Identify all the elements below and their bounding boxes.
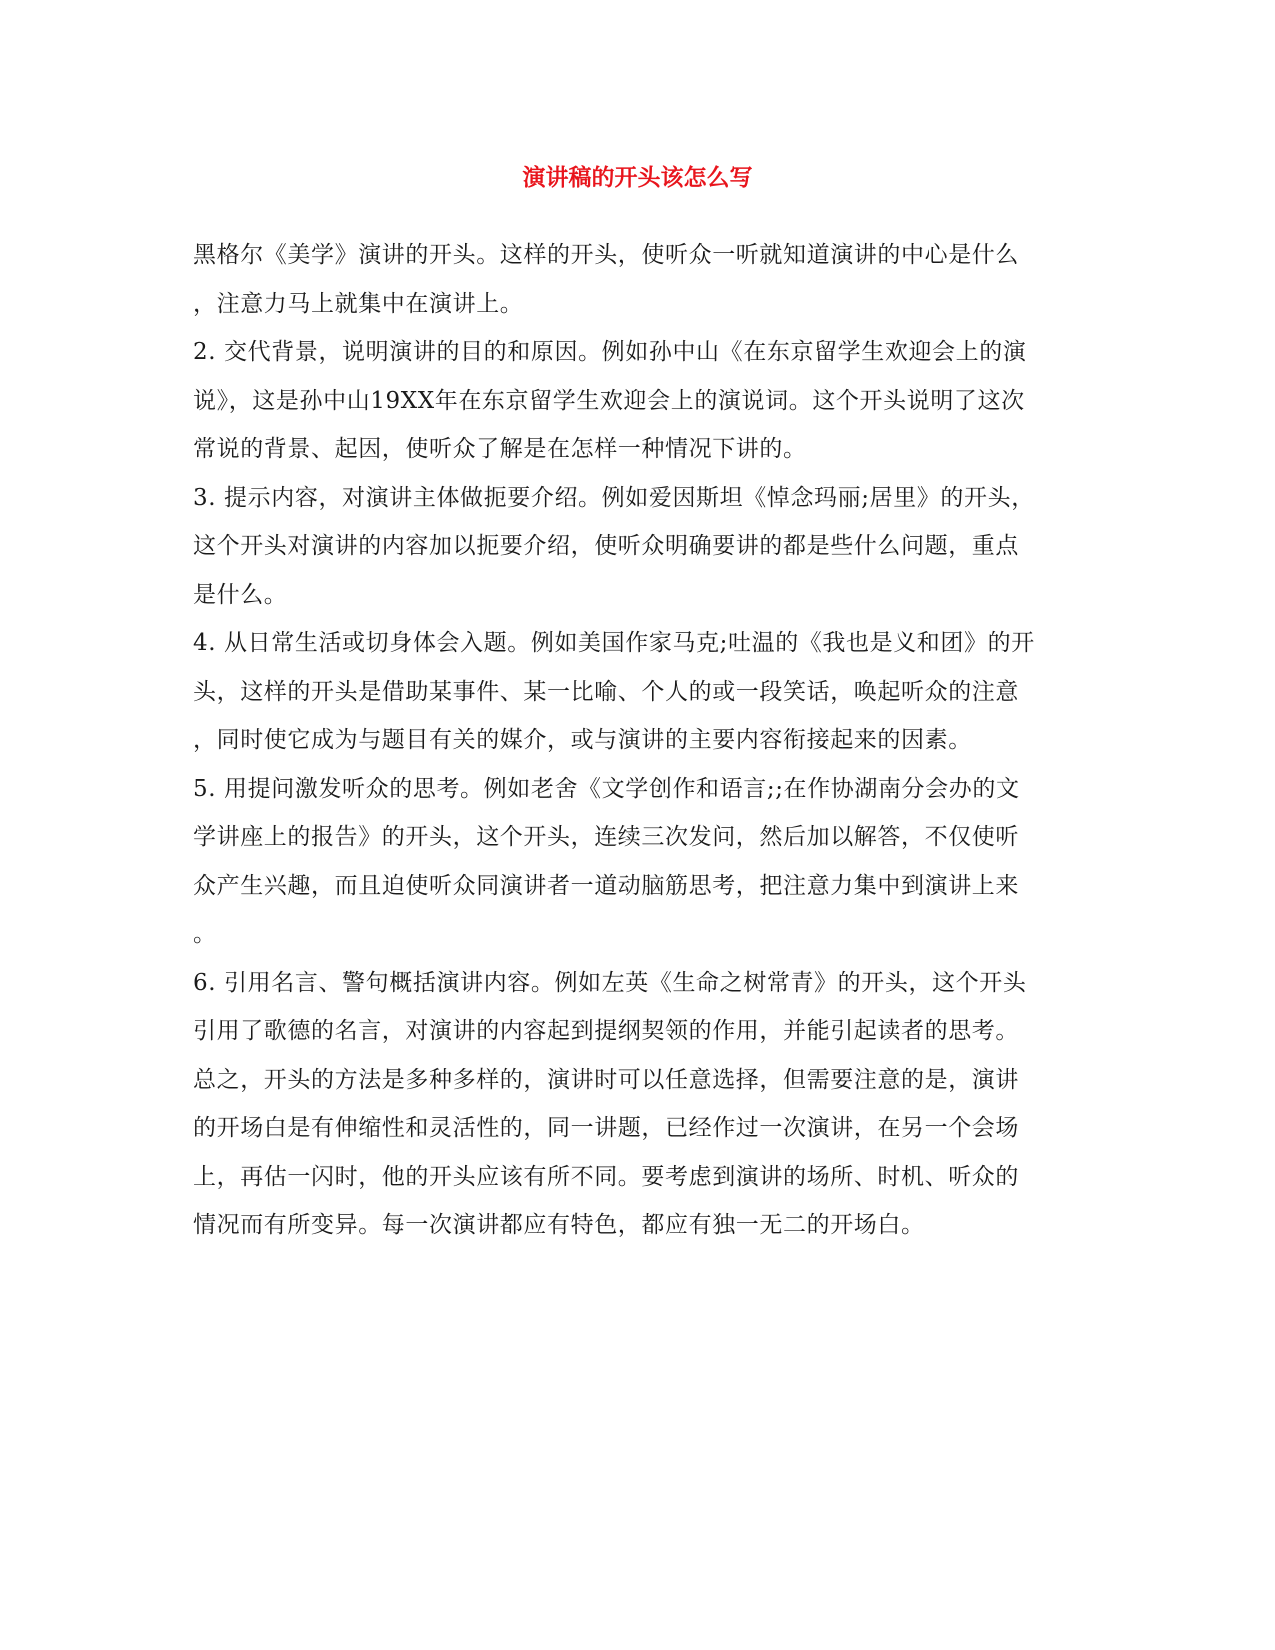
body-line: 头，这样的开头是借助某事件、某一比喻、个人的或一段笑话，唤起听众的注意	[193, 678, 1019, 705]
body-line: 说》，这是孙中山19XX年在东京留学生欢迎会上的演说词。这个开头说明了这次	[193, 387, 1025, 414]
body-line: 黑格尔《美学》演讲的开头。这样的开头，使听众一听就知道演讲的中心是什么	[193, 242, 1019, 268]
body-line: 上，再估一闪时，他的开头应该有所不同。要考虑到演讲的场所、时机、听众的	[193, 1163, 1019, 1190]
document-title: 演讲稿的开头该怎么写	[522, 165, 753, 191]
document-body	[193, 231, 1073, 1250]
body-line: ，注意力马上就集中在演讲上。	[193, 290, 524, 317]
body-line: 2. 交代背景，说明演讲的目的和原因。例如孙中山《在东京留学生欢迎会上的演	[193, 339, 1027, 365]
body-line: 。	[193, 921, 217, 947]
body-line: 这个开头对演讲的内容加以扼要介绍，使听众明确要讲的都是些什么问题，重点	[193, 533, 1019, 559]
body-line: 6. 引用名言、警句概括演讲内容。例如左英《生命之树常青》的开头，这个开头	[193, 969, 1027, 996]
body-line: 总之，开头的方法是多种多样的，演讲时可以任意选择，但需要注意的是，演讲	[193, 1066, 1019, 1093]
body-line: 4. 从日常生活或切身体会入题。例如美国作家马克;吐温的《我也是义和团》的开	[193, 630, 1035, 656]
body-line: 引用了歌德的名言，对演讲的内容起到提纲契领的作用，并能引起读者的思考。	[193, 1018, 1019, 1044]
body-line: 学讲座上的报告》的开头，这个开头，连续三次发问，然后加以解答，不仅使听	[193, 824, 1019, 850]
body-line: 是什么。	[193, 581, 288, 608]
body-line: ，同时使它成为与题目有关的媒介，或与演讲的主要内容衔接起来的因素。	[193, 727, 972, 753]
body-line: 的开场白是有伸缩性和灵活性的，同一讲题，已经作过一次演讲，在另一个会场	[193, 1115, 1019, 1141]
body-line: 众产生兴趣，而且迫使听众同演讲者一道动脑筋思考，把注意力集中到演讲上来	[193, 872, 1019, 899]
body-line: 情况而有所变异。每一次演讲都应有特色，都应有独一无二的开场白。	[193, 1212, 925, 1238]
body-line: 常说的背景、起因，使听众了解是在怎样一种情况下讲的。	[193, 436, 807, 462]
body-line: 3. 提示内容，对演讲主体做扼要介绍。例如爱因斯坦《悼念玛丽;居里》的开头，	[193, 484, 1035, 511]
body-line: 5. 用提问激发听众的思考。例如老舍《文学创作和语言;;在作协湖南分会办的文	[193, 775, 1020, 802]
